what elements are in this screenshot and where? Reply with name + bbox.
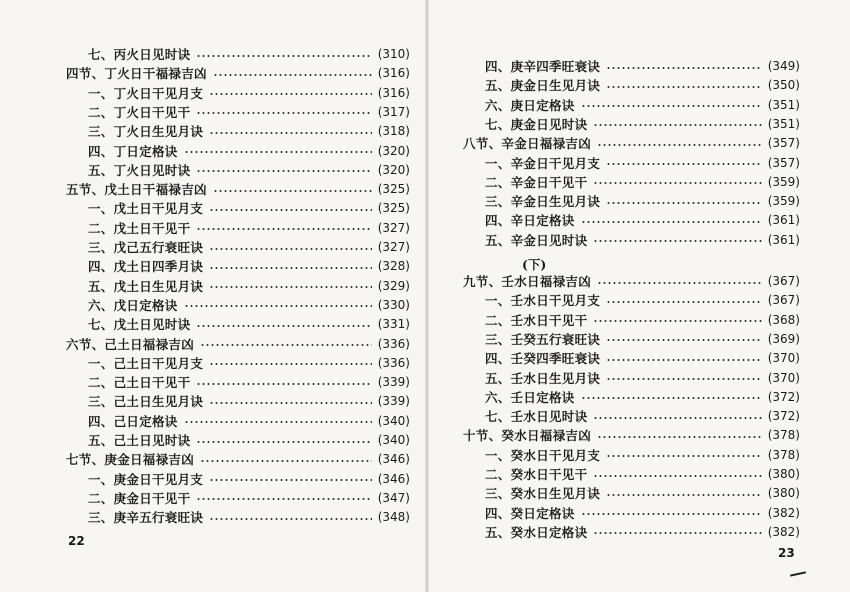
- toc-entry-page: (368): [767, 312, 800, 327]
- toc-entry: [88, 141, 410, 161]
- dot-leader: [597, 144, 762, 146]
- toc-section-entry: [66, 179, 410, 199]
- toc-entry-page: (316): [377, 85, 410, 100]
- toc-entry-label: 六节、己土日福禄吉凶: [66, 336, 195, 352]
- toc-entry-page: (317): [377, 104, 410, 119]
- toc-entry-label: 三、庚辛五行衰旺诀: [88, 510, 204, 526]
- dot-leader: [606, 339, 762, 341]
- dot-leader: [184, 421, 372, 423]
- toc-entry-label: 九节、壬水日福禄吉凶: [463, 274, 592, 289]
- toc-entry: [485, 483, 800, 503]
- toc-section-entry: [66, 449, 410, 469]
- toc-entry: [88, 314, 410, 334]
- toc-entry-label: 八节、辛金日福禄吉凶: [463, 136, 592, 152]
- toc-entry-page: (378): [767, 447, 800, 462]
- toc-entry-page: (330): [377, 297, 410, 312]
- dot-leader: [196, 498, 371, 500]
- toc-entry-label: 一、壬水日干见月支: [485, 293, 601, 309]
- toc-entry: [485, 348, 800, 368]
- toc-entry: [485, 522, 800, 542]
- toc-entry-page: (340): [377, 413, 410, 428]
- toc-entry-label: 四、壬癸四季旺衰诀: [485, 351, 601, 367]
- toc-entry-page: (320): [377, 143, 410, 158]
- toc-entry-page: (382): [767, 505, 800, 520]
- toc-entry-label: 五、庚金日生见月诀: [485, 78, 601, 94]
- dot-leader: [593, 320, 761, 322]
- dot-leader: [593, 532, 761, 534]
- toc-entry-label: 七节、庚金日福禄吉凶: [66, 452, 195, 468]
- dot-leader: [606, 202, 762, 204]
- toc-entry-label: 六、庚日定格诀: [485, 97, 575, 113]
- toc-entry-label: 三、壬癸五行衰旺诀: [485, 331, 601, 347]
- toc-entry: [485, 329, 800, 349]
- toc-entry: [88, 295, 410, 315]
- toc-entry-page: (382): [767, 524, 800, 539]
- toc-entry: [485, 172, 800, 192]
- toc-entry-page: (370): [767, 351, 800, 366]
- toc-entry-label: 一、庚金日干见月支: [88, 471, 204, 487]
- dot-leader: [606, 301, 762, 303]
- toc-entry: [485, 445, 800, 465]
- toc-entry-page: (349): [767, 59, 800, 73]
- toc-entry-page: (351): [767, 116, 800, 131]
- dot-leader: [593, 417, 761, 419]
- dot-leader: [209, 363, 372, 365]
- toc-entry-page: (380): [767, 486, 800, 501]
- toc-entry: [88, 237, 410, 257]
- toc-entry-page: (361): [767, 213, 800, 228]
- dot-leader: [196, 55, 371, 57]
- toc-entry-page: (346): [377, 452, 410, 467]
- toc-entry: [88, 44, 410, 64]
- toc-entry-label: 七、丙火日见时诀: [88, 47, 191, 62]
- toc-entry-page: (320): [377, 162, 410, 177]
- toc-entry-label: 一、丁火日干见月支: [88, 85, 204, 101]
- toc-entry: [88, 256, 410, 276]
- toc-entry-label: 二、庚金日干见干: [88, 490, 191, 506]
- toc-entry-label: 四、己日定格诀: [88, 413, 178, 429]
- toc-entry-page: (329): [377, 278, 410, 293]
- toc-entry: [88, 121, 410, 141]
- dot-leader: [606, 455, 762, 457]
- toc-entry-page: (331): [377, 317, 410, 332]
- toc-entry-page: (357): [767, 136, 800, 151]
- toc-entry: [485, 310, 800, 330]
- dot-leader: [209, 479, 372, 481]
- right-page: [430, 0, 850, 592]
- dot-leader: [196, 325, 371, 327]
- dot-leader: [593, 475, 761, 477]
- dot-leader: [209, 286, 372, 288]
- toc-entry-page: (372): [767, 389, 800, 404]
- dot-leader: [581, 221, 762, 223]
- toc-entry: [485, 114, 800, 134]
- toc-entry: [88, 83, 410, 103]
- toc-entry-page: (340): [377, 433, 410, 447]
- toc-entry-page: (336): [377, 355, 410, 370]
- toc-entry-label: 五、丁火日见时诀: [88, 162, 191, 178]
- toc-entry: [485, 210, 800, 230]
- dot-leader: [581, 513, 762, 515]
- toc-entry-label: 二、壬水日干见干: [485, 312, 588, 328]
- toc-section-entry: [463, 133, 800, 153]
- toc-entry-page: (351): [767, 97, 800, 112]
- toc-entry: [88, 198, 410, 218]
- dot-leader: [213, 74, 372, 76]
- book-gutter: [425, 0, 429, 592]
- toc-entry-label: 五、壬水日生见月诀: [485, 370, 601, 386]
- toc-entry: [485, 503, 800, 523]
- toc-entry-label: 一、戊土日干见月支: [88, 201, 204, 217]
- dot-leader: [196, 170, 371, 172]
- toc-entry-page: (327): [377, 240, 410, 254]
- toc-entry-label: 二、辛金日干见干: [485, 174, 588, 190]
- toc-entry-page: (346): [377, 471, 410, 486]
- dot-leader: [606, 163, 762, 165]
- dot-leader: [209, 93, 372, 95]
- toc-entry: [88, 160, 410, 180]
- toc-entry-label: 四、丁日定格诀: [88, 143, 178, 159]
- toc-entry: [485, 95, 800, 115]
- toc-entry: [88, 391, 410, 411]
- dot-leader: [209, 209, 372, 211]
- toc-entry-page: (367): [767, 274, 800, 288]
- toc-entry-page: (369): [767, 331, 800, 346]
- toc-entry: [485, 56, 800, 76]
- toc-entry: [485, 464, 800, 484]
- toc-entry-page: (318): [377, 124, 410, 139]
- dot-leader: [196, 228, 371, 230]
- toc-entry-page: (316): [377, 66, 410, 81]
- toc-entry-page: (325): [377, 201, 410, 216]
- right-page-number: 23: [778, 546, 795, 560]
- dot-leader: [209, 402, 372, 404]
- toc-section-entry: [463, 271, 800, 291]
- toc-entry-label: 三、辛金日生见月诀: [485, 194, 601, 210]
- toc-entry-label: 三、己土日生见月诀: [88, 394, 204, 410]
- toc-entry-label: 五、己土日见时诀: [88, 433, 191, 448]
- toc-entry-label: 三、丁火日生见月诀: [88, 124, 204, 140]
- toc-entry-label: 四、戊土日四季月诀: [88, 259, 204, 275]
- toc-entry-label: 四、庚辛四季旺衰诀: [485, 59, 601, 74]
- dot-leader: [200, 460, 372, 462]
- toc-entry-label: 七、戊土日见时诀: [88, 317, 191, 333]
- toc-entry-label: 一、己土日干见月支: [88, 355, 204, 371]
- toc-entry-label: 二、戊土日干见干: [88, 220, 191, 236]
- toc-entry: [485, 153, 800, 173]
- toc-section-entry: [66, 63, 410, 83]
- dot-leader: [196, 112, 371, 114]
- dot-leader: [209, 267, 372, 269]
- dot-leader: [597, 436, 762, 438]
- toc-entry: [485, 75, 800, 95]
- toc-entry: [88, 488, 410, 508]
- dot-leader: [209, 248, 372, 250]
- left-page-number: 22: [68, 534, 85, 548]
- dot-leader: [209, 518, 372, 520]
- toc-entry-page: (339): [377, 375, 410, 390]
- toc-entry-page: (361): [767, 232, 800, 247]
- toc-entry: [485, 368, 800, 388]
- section-heading: (下): [522, 257, 547, 272]
- toc-entry-page: (339): [377, 394, 410, 409]
- toc-entry-page: (370): [767, 370, 800, 385]
- toc-entry-page: (359): [767, 174, 800, 189]
- toc-entry-label: 六、壬日定格诀: [485, 389, 575, 405]
- toc-entry-label: 四、辛日定格诀: [485, 213, 575, 229]
- toc-entry: [88, 353, 410, 373]
- toc-entry: [88, 102, 410, 122]
- dot-leader: [209, 132, 372, 134]
- dot-leader: [606, 494, 762, 496]
- toc-entry-page: (350): [767, 78, 800, 93]
- toc-entry-label: 二、丁火日干见干: [88, 104, 191, 120]
- dot-leader: [196, 441, 371, 443]
- toc-entry-page: (372): [767, 409, 800, 424]
- dot-leader: [196, 383, 371, 385]
- toc-entry: [485, 290, 800, 310]
- toc-entry-page: (328): [377, 259, 410, 274]
- toc-entry-page: (380): [767, 467, 800, 481]
- dot-leader: [184, 151, 372, 153]
- toc-entry: [88, 430, 410, 450]
- dot-leader: [593, 240, 761, 242]
- dot-leader: [200, 344, 372, 346]
- toc-entry-page: (359): [767, 194, 800, 209]
- toc-entry-label: 四、癸日定格诀: [485, 505, 575, 521]
- toc-entry-label: 五、辛金日见时诀: [485, 232, 588, 248]
- toc-entry-page: (327): [377, 220, 410, 235]
- toc-entry-label: 一、辛金日干见月支: [485, 155, 601, 171]
- toc-entry: [88, 218, 410, 238]
- dot-leader: [581, 105, 762, 107]
- dot-leader: [213, 190, 372, 192]
- toc-entry-page: (310): [377, 47, 410, 61]
- dot-leader: [606, 86, 762, 88]
- toc-entry-label: 七、壬水日见时诀: [485, 409, 588, 425]
- toc-entry-label: 四节、丁火日干福禄吉凶: [66, 66, 207, 82]
- toc-entry: [88, 276, 410, 296]
- toc-entry: [88, 411, 410, 431]
- dot-leader: [581, 397, 762, 399]
- toc-entry-page: (348): [377, 510, 410, 525]
- dot-leader: [593, 124, 761, 126]
- toc-entry-page: (347): [377, 490, 410, 505]
- toc-entry-label: 三、戊己五行衰旺诀: [88, 240, 204, 255]
- toc-entry-label: 七、庚金日见时诀: [485, 116, 588, 132]
- toc-entry: [485, 406, 800, 426]
- right-toc-list: [430, 0, 850, 592]
- toc-entry-page: (357): [767, 155, 800, 170]
- dot-leader: [593, 182, 761, 184]
- toc-entry: [485, 191, 800, 211]
- dot-leader: [606, 378, 762, 380]
- toc-section-entry: [463, 425, 800, 445]
- toc-entry-label: 二、癸水日干见干: [485, 467, 588, 482]
- toc-entry-label: 五、戊土日生见月诀: [88, 278, 204, 294]
- toc-entry-label: 一、癸水日干见月支: [485, 447, 601, 463]
- toc-entry: [88, 469, 410, 489]
- toc-entry-page: (367): [767, 293, 800, 308]
- toc-entry-page: (325): [377, 182, 410, 197]
- toc-section-entry: [66, 334, 410, 354]
- toc-entry-label: 六、戊日定格诀: [88, 297, 178, 313]
- toc-entry-label: 三、癸水日生见月诀: [485, 486, 601, 502]
- toc-entry-label: 五节、戊土日干福禄吉凶: [66, 182, 207, 198]
- toc-entry: [88, 507, 410, 527]
- dot-leader: [606, 359, 762, 361]
- toc-entry: [88, 372, 410, 392]
- dot-leader: [606, 67, 762, 69]
- toc-entry-label: 十节、癸水日福禄吉凶: [463, 428, 592, 444]
- toc-entry-page: (336): [377, 336, 410, 351]
- toc-entry: [485, 387, 800, 407]
- dot-leader: [184, 305, 372, 307]
- toc-entry-label: 二、己土日干见干: [88, 375, 191, 391]
- toc-entry-label: 五、癸水日定格诀: [485, 524, 588, 540]
- toc-entry: [485, 230, 800, 250]
- toc-entry-page: (378): [767, 428, 800, 443]
- dot-leader: [597, 282, 762, 284]
